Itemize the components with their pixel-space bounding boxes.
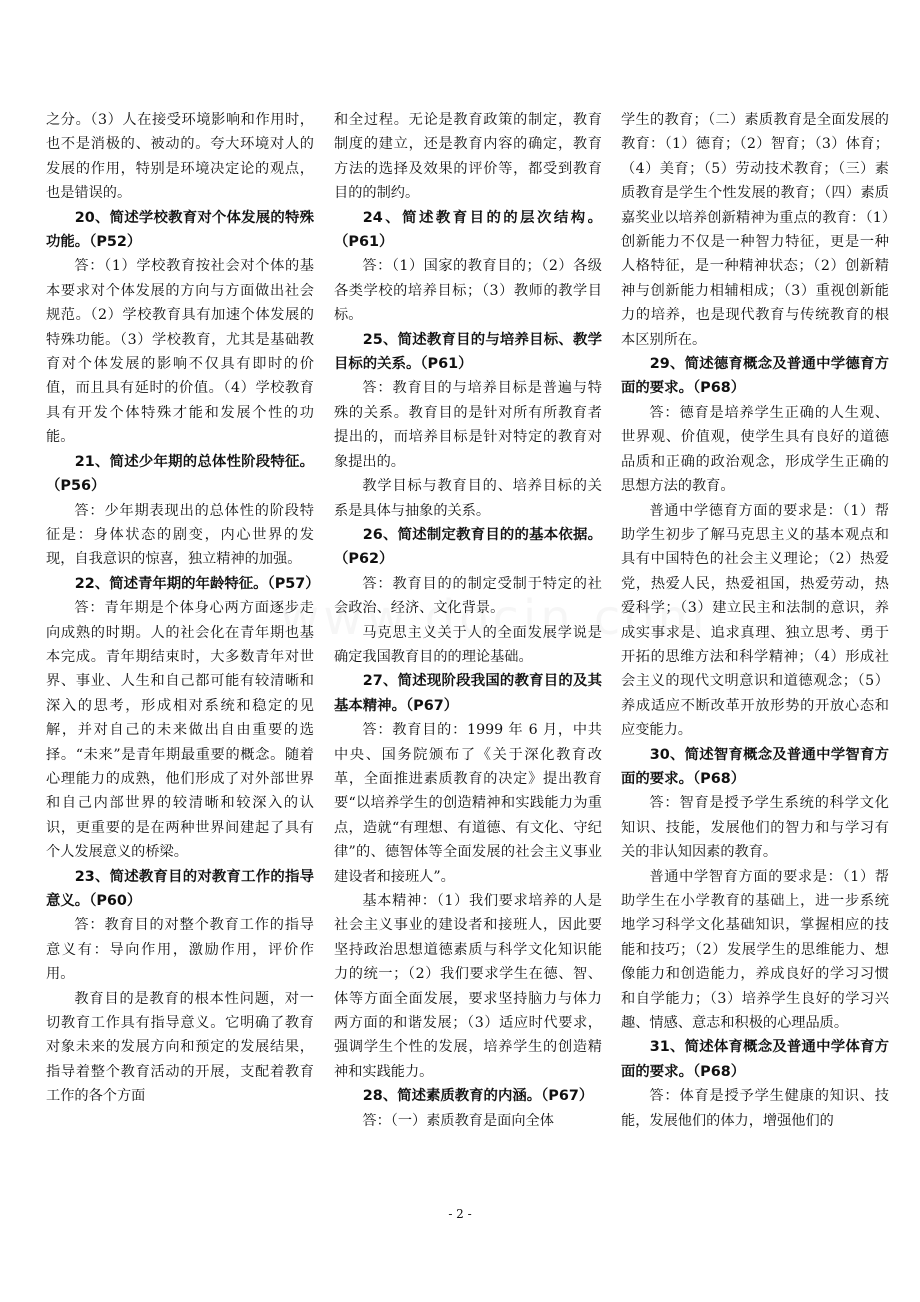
answer-paragraph: 答：教育目的的制定受制于特定的社会政治、经济、文化背景。: [334, 575, 602, 617]
paragraph: 教学目标与教育目的、培养目标的关系是具体与抽象的关系。: [334, 478, 602, 519]
paragraph: 和全过程。无论是教育政策的制定，教育制度的建立，还是教育内容的确定，教育方法的选择及效果的评价等，都受到教育目的的制约。: [334, 112, 602, 202]
column-3: [621, 108, 889, 1133]
answer-paragraph: 答：教育目的对整个教育工作的指导意义有：导向作用，激励作用，评价作用。: [46, 917, 314, 983]
question-heading: 28、简述素质教育的内涵。（P67）: [362, 1088, 594, 1105]
answer-paragraph: 答：青年期是个体身心两方面逐步走向成熟的时期。人的社会化在青年期也基本完成。青年期结束时，大多数青年对世界、事业、人生和自己都可能有较清晰和深入的思考，形成相对系统和稳定的见解，并对自己的未来做出自由重要的选择。“未来”是青年期最重要的概念。随着心理能力的成熟，他们形成了对外部世界和自己内部世界的较清晰和较深入的认识，更重要的是在两种世界间建起了具有个人发展意义的桥梁。: [46, 600, 314, 861]
question-heading: 30、简述智育概念及普通中学智育方面的要求。（P68）: [621, 746, 889, 787]
answer-paragraph: 答：智育是授予学生系统的科学文化知识、技能，发展他们的智力和与学习有关的非认知因素的教育。: [621, 795, 889, 861]
paragraph: 基本精神：（1）我们要求培养的人是社会主义事业的建设者和接班人，因此要坚持政治思想道德素质与科学文化知识能力的统一；（2）我们要求学生在德、智、体等方面全面发展，要求坚持脑力与体力两方面的和谐发展；（3）适应时代要求，强调学生个性的发展，培养学生的创造精神和实践能力。: [334, 893, 602, 1080]
question-heading: 25、简述教育目的与培养目标、教学目标的关系。（P61）: [334, 331, 602, 373]
column-2: [334, 108, 602, 1133]
paragraph: 普通中学德育方面的要求是：（1）帮助学生初步了解马克思主义的基本观点和具有中国特色的社会主义理论；（2）热爱党，热爱人民，热爱祖国，热爱劳动，热爱科学；（3）建立民主和法制的意识，养成实事求是、追求真理、独立思考、勇于开拓的思维方法和科学精神；（4）形成社会主义的现代文明意识和道德观念；（5）养成适应不断改革开放形势的开放心态和应变能力。: [621, 502, 889, 739]
question-heading: 23、简述教育目的对教育工作的指导意义。（P60）: [46, 868, 314, 909]
question-heading: 27、简述现阶段我国的教育目的及其基本精神。（P67）: [334, 673, 602, 714]
answer-paragraph: 答：（1）国家的教育目的；（2）各级各类学校的培养目标；（3）教师的教学目标。: [334, 258, 602, 324]
paragraph: 学生的教育；（二）素质教育是全面发展的教育：（1）德育；（2）智育；（3）体育；（4）美育；（5）劳动技术教育；（三）素质教育是学生个性发展的教育；（四）素质嘉奖业以培养创新精神为重点的教育：（1）创新能力不仅是一种智力特征，更是一种人格特征，是一种精神状态；（2）创新精神与创新能力相辅相成；（3）重视创新能力的培养，也是现代教育与传统教育的根本区别所在。: [621, 112, 889, 348]
paragraph: 普通中学智育方面的要求是：（1）帮助学生在小学教育的基础上，进一步系统地学习科学文化基础知识，掌握相应的技能和技巧；（2）发展学生的思维能力、想像能力和创造能力，养成良好的学习习惯和自学能力；（3）培养学生良好的学习兴趣、情感、意志和积极的心理品质。: [621, 868, 889, 1032]
question-heading: 24、简述教育目的的层次结构。（P61）: [334, 209, 602, 251]
question-heading: 31、简述体育概念及普通中学体育方面的要求。（P68）: [621, 1039, 889, 1080]
paragraph: 之分。（3）人在接受环境影响和作用时，也不是消极的、被动的。夸大环境对人的发展的作用，特别是环境决定论的观点，也是错误的。: [46, 112, 314, 202]
paragraph: 马克思主义关于人的全面发展学说是确定我国教育目的的理论基础。: [334, 624, 602, 665]
answer-paragraph: 答：（一）素质教育是面向全体: [362, 1112, 554, 1129]
question-heading: 29、简述德育概念及普通中学德育方面的要求。（P68）: [621, 356, 889, 397]
answer-paragraph: 答：少年期表现出的总体性的阶段特征是：身体状态的剧变，内心世界的发现，自我意识的惊喜，独立精神的加强。: [46, 502, 314, 568]
page-number: - 2 -: [448, 1207, 472, 1221]
question-heading: 22、简述青年期的年龄特征。（P57）: [74, 575, 320, 592]
question-heading: 26、简述制定教育目的的基本依据。（P62）: [334, 526, 602, 568]
answer-paragraph: 答：（1）学校教育按社会对个体的基本要求对个体发展的方向与方面做出社会规范。（2）学校教育具有加速个体发展的特殊功能。（3）学校教育，尤其是基础教育对个体发展的影响不仅具有即时的价值，而且具有延时的价值。（4）学校教育具有开发个体特殊才能和发展个性的功能。: [46, 258, 314, 446]
answer-paragraph: 答：德育是培养学生正确的人生观、世界观、价值观，使学生具有良好的道德品质和正确的政治观念，形成学生正确的思想方法的教育。: [621, 404, 889, 495]
answer-paragraph: 答：体育是授予学生健康的知识、技能，发展他们的体力，增强他们的: [621, 1088, 889, 1129]
answer-paragraph: 答：教育目的：1999 年 6 月，中共中央、国务院颁布了《关于深化教育改革，全面推进素质教育的决定》提出教育要“以培养学生的创造精神和实践能力为重点，造就“有理想、有道德、有文化、守纪律”的、德智体等全面发展的社会主义事业建设者和接班人”。: [334, 722, 602, 885]
answer-paragraph: 答：教育目的与培养目标是普遍与特殊的关系。教育目的是针对所有所教育者提出的，而培养目标是针对特定的教育对象提出的。: [334, 380, 602, 470]
paragraph: 教育目的是教育的根本性问题，对一切教育工作具有指导意义。它明确了教育对象未来的发展方向和预定的发展结果，指导着整个教育活动的开展，支配着教育工作的各个方面: [46, 990, 314, 1105]
column-1: [46, 108, 320, 1109]
question-heading: 20、简述学校教育对个体发展的特殊功能。（P52）: [46, 209, 314, 251]
question-heading: 21、简述少年期的总体性阶段特征。（P56）: [46, 453, 314, 495]
